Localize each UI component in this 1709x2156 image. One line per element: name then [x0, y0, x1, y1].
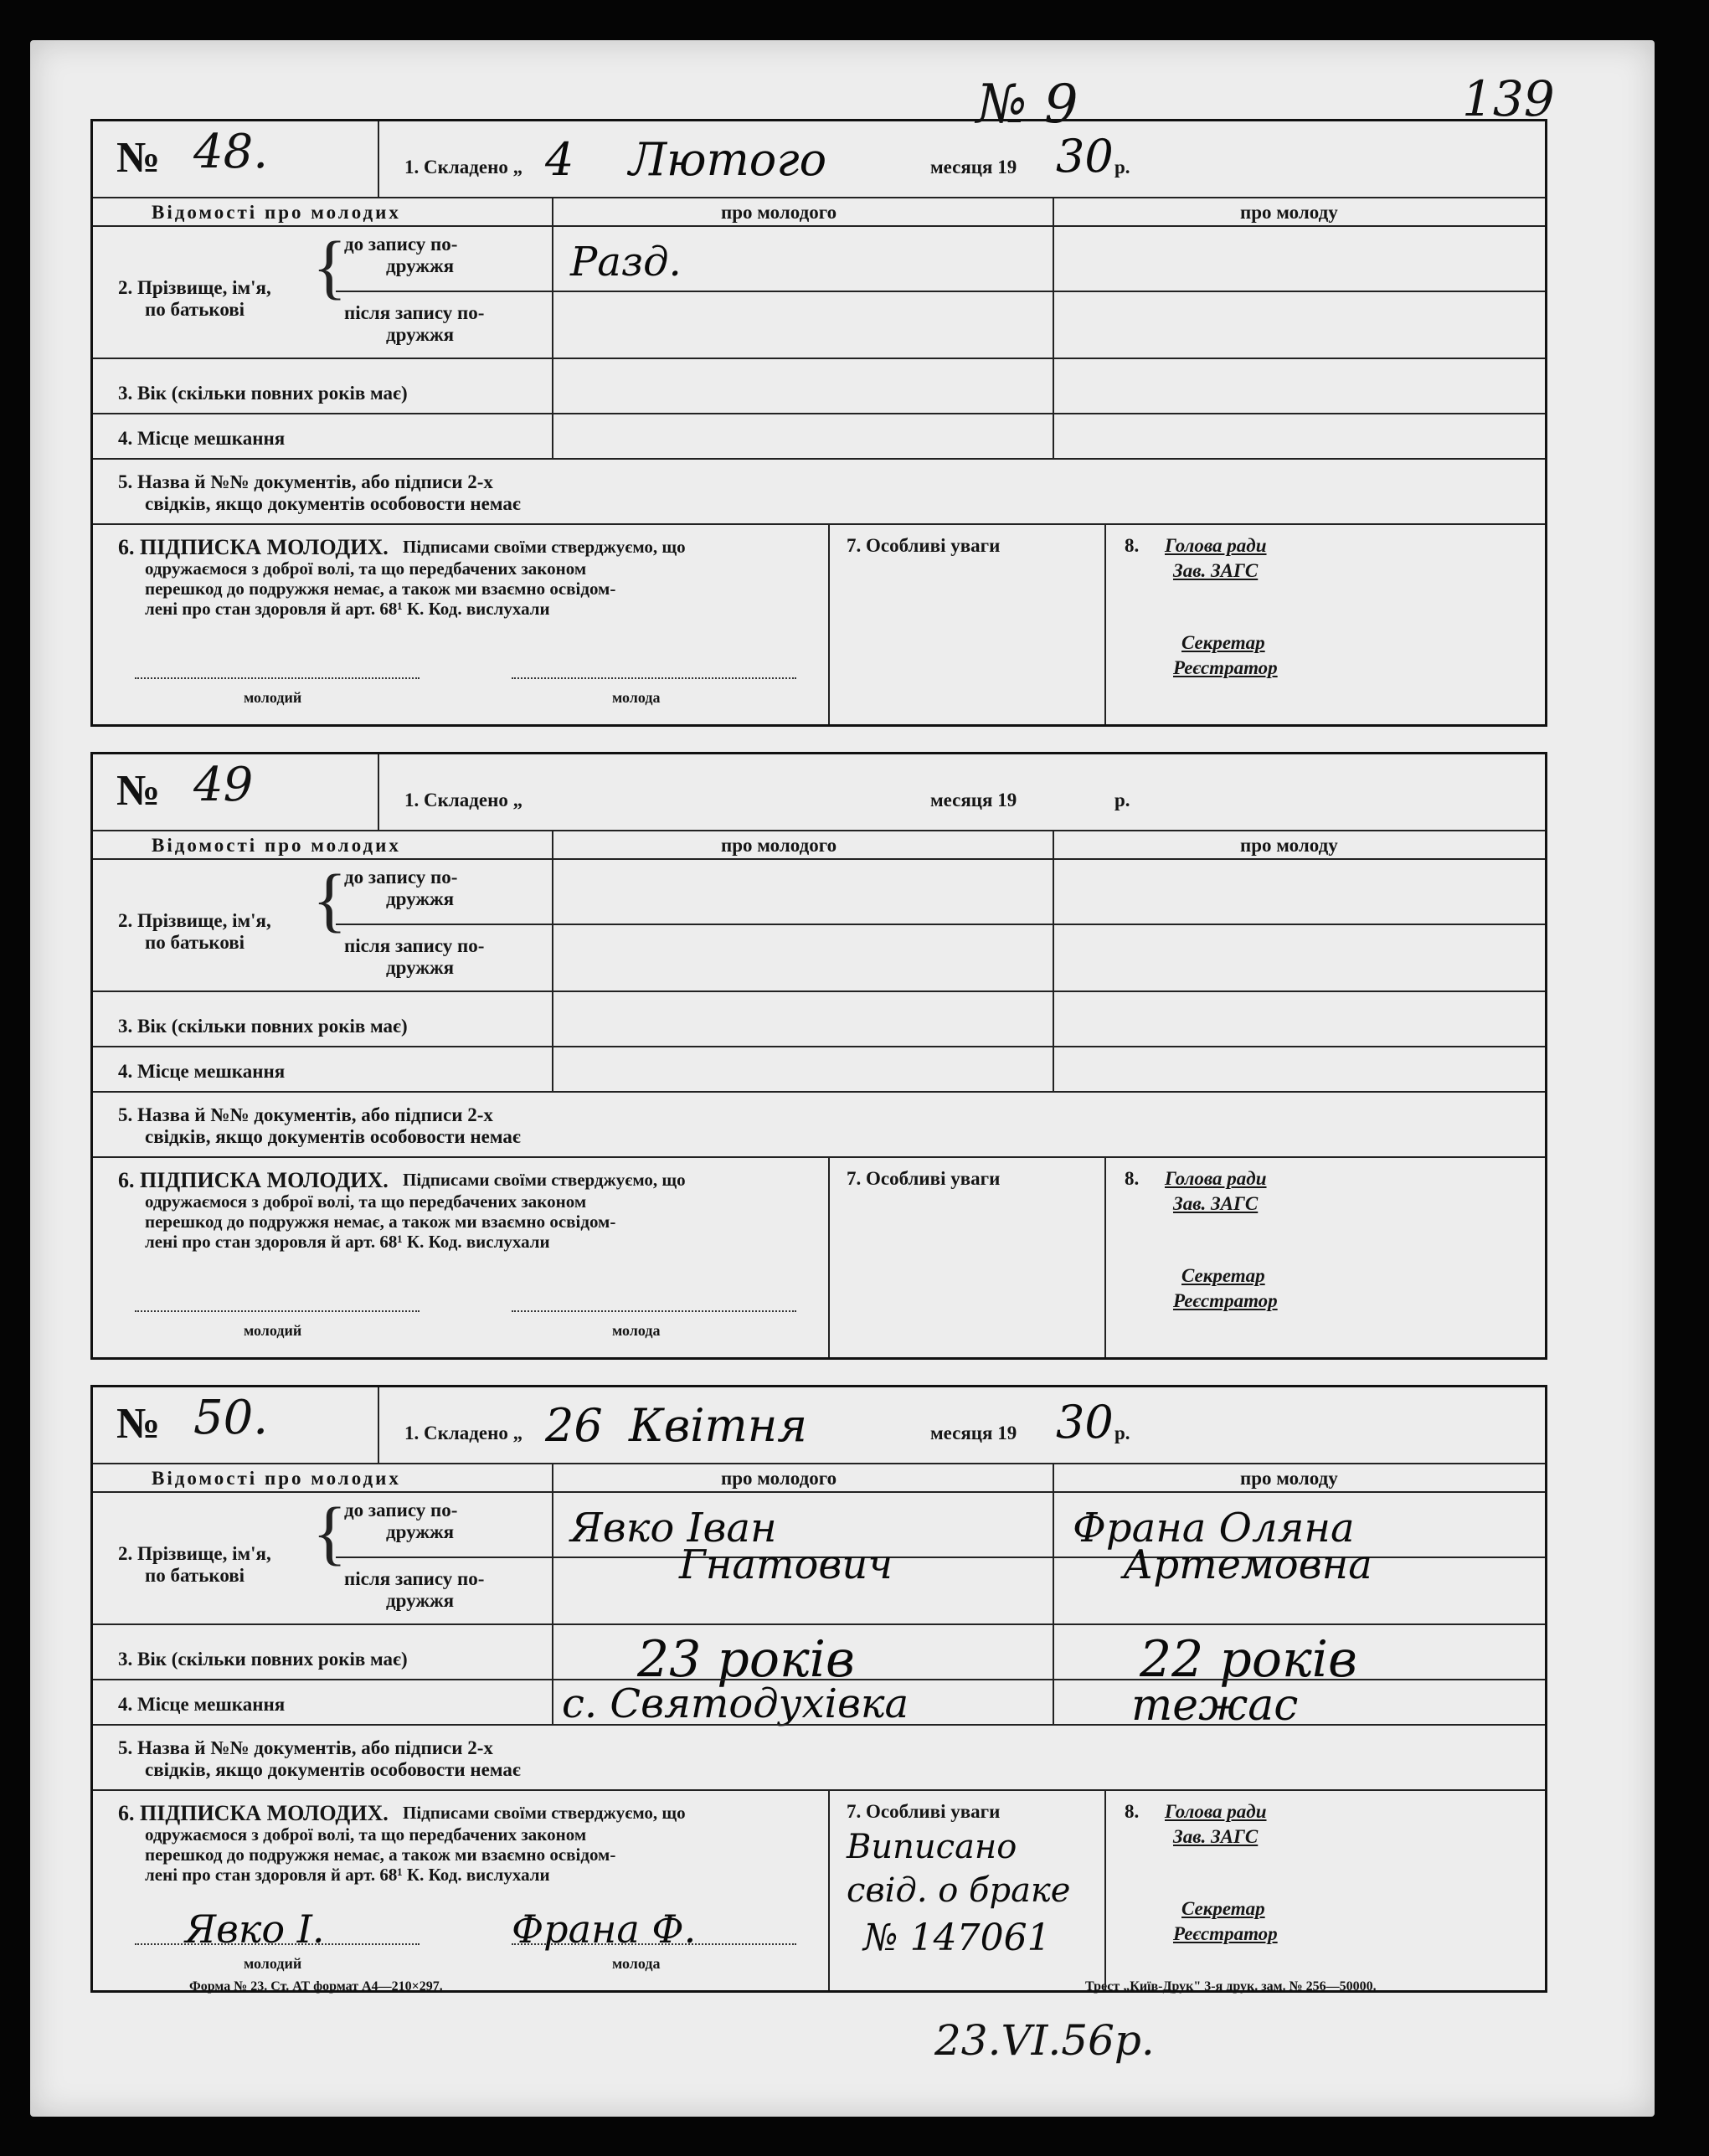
pledge-title: 6. ПІДПИСКА МОЛОДИХ.	[118, 535, 389, 559]
field2-label: 2. Прізвище, ім'я,	[118, 910, 271, 931]
record-number: 48.	[193, 125, 269, 179]
year-suffix: р.	[1114, 157, 1130, 178]
groom-sig-label: молодий	[244, 1955, 302, 1972]
pledge-line-4: лені про стан здоровля й арт. 68¹ К. Код. вислухали	[145, 1232, 550, 1252]
field2-label: 2. Прізвище, ім'я,	[118, 277, 271, 298]
info-header: Відомості про молодих	[152, 1468, 401, 1489]
composed-month: Лютого	[629, 133, 827, 186]
bride-signature: Франа Ф.	[512, 1906, 697, 1952]
composed-label: 1. Складено „	[404, 157, 523, 178]
bride-sig-label: молода	[612, 1955, 661, 1972]
groom-sig-label: молодий	[244, 1322, 302, 1339]
record-number: 50.	[193, 1391, 269, 1445]
composed-label: 1. Складено „	[404, 790, 523, 810]
documents-label: 5. Назва й №№ документів, або підписи 2-х	[118, 1104, 493, 1125]
bride-residence: тежас	[1131, 1680, 1299, 1731]
composed-day: 4	[545, 133, 574, 186]
pledge-line-2: одружаємося з доброї волі, та що передбачених законом	[145, 1824, 587, 1845]
before-label-b: дружжя	[386, 255, 455, 276]
head-label: Голова ради	[1165, 535, 1267, 556]
pledge-line-3: перешкод до подружжя немає, а також ми взаємно освідом-	[145, 1845, 616, 1865]
pledge-line-4: лені про стан здоровля й арт. 68¹ К. Код. вислухали	[145, 599, 550, 619]
footer-right: Трест „Київ-Друк" 3-я друк. зам. № 256—50000.	[1085, 1979, 1377, 1994]
field8-label: 8.	[1125, 1168, 1140, 1189]
head-label: Голова ради	[1165, 1801, 1267, 1822]
field2-label-b: по батькові	[145, 932, 245, 953]
marriage-record-49: № 49 1. Складено „ месяця 19 р. Відомості про молодих про молодого про молоду 2. Прізвище, ім'я, по батькові { до запису по- дружжя після запису по- дружжя 3. Вік (скільки повних років має) 4. Місце мешкання 5. Назва й №№ документів, або підписи 2-х свідків, якщо документів особовости немає 6. ПІДПИСКА МОЛОДИХ. Підписами своїми стверджуємо, що одружаємося з доброї волі, та що передбачених законом перешкод до подружжя немає, а також ми взаємно освідом- лені про стан здоровля й арт. 68¹ К. Код. вислухали молодий молода 7. Особливі уваги 8. Голова ради Зав. ЗАГС Секретар Реєстратор	[90, 752, 1547, 1360]
residence-label: 4. Місце мешкання	[118, 1694, 286, 1715]
field8-label: 8.	[1125, 535, 1140, 556]
notes-line-1: Виписано	[847, 1828, 1017, 1866]
secretary-label: Секретар	[1181, 1898, 1265, 1919]
bride-sig-label: молода	[612, 1322, 661, 1339]
bride-age: 22 років	[1140, 1630, 1357, 1689]
month-year-label: месяця 19	[930, 1423, 1017, 1443]
field2-label-b: по батькові	[145, 299, 245, 320]
secretary-label: Секретар	[1181, 1265, 1265, 1286]
notes-line-2: свід. о браке	[847, 1871, 1071, 1910]
bride-header: про молоду	[1240, 835, 1338, 856]
info-header: Відомості про молодих	[152, 202, 401, 223]
age-label: 3. Вік (скільки повних років має)	[118, 383, 408, 404]
footer-left: Форма № 23. Ст. АТ формат А4—210×297.	[189, 1979, 443, 1994]
groom-residence: с. Святодухівка	[562, 1680, 909, 1727]
after-label: після запису по-	[344, 935, 485, 956]
record-number-label: №	[116, 767, 161, 815]
age-label: 3. Вік (скільки повних років має)	[118, 1649, 408, 1670]
groom-before-name-2: Гнатович	[679, 1541, 893, 1588]
after-label-b: дружжя	[386, 957, 455, 978]
record-number-label: №	[116, 1400, 161, 1448]
pledge-line-3: перешкод до подружжя немає, а також ми взаємно освідом-	[145, 1212, 616, 1232]
residence-label: 4. Місце мешкання	[118, 1061, 286, 1082]
zags-label: Зав. ЗАГС	[1173, 1826, 1259, 1847]
groom-before-name: Явко Іван	[570, 1505, 777, 1551]
zags-label: Зав. ЗАГС	[1173, 560, 1259, 581]
pledge-line-2: одружаємося з доброї волі, та що передбачених законом	[145, 1191, 587, 1212]
bride-header: про молоду	[1240, 1468, 1338, 1489]
pledge-line-4: лені про стан здоровля й арт. 68¹ К. Код. вислухали	[145, 1865, 550, 1885]
before-label: до запису по-	[344, 1500, 458, 1521]
month-year-label: месяця 19	[930, 790, 1017, 810]
secretary-label: Секретар	[1181, 632, 1265, 653]
notes-line-3: № 147061	[863, 1917, 1051, 1959]
pledge-title: 6. ПІДПИСКА МОЛОДИХ.	[118, 1168, 389, 1192]
after-label: після запису по-	[344, 302, 485, 323]
pledge-line-1: Підписами своїми стверджуємо, що	[403, 537, 686, 557]
groom-header: про молодого	[721, 1468, 837, 1489]
groom-header: про молодого	[721, 835, 837, 856]
registrar-label: Реєстратор	[1173, 657, 1278, 678]
record-number: 49	[193, 758, 254, 812]
composed-year: 30	[1056, 130, 1114, 183]
groom-header: про молодого	[721, 202, 837, 223]
pledge-line-1: Підписами своїми стверджуємо, що	[403, 1803, 686, 1823]
notes-label: 7. Особливі уваги	[847, 1801, 1001, 1822]
residence-label: 4. Місце мешкання	[118, 428, 286, 449]
groom-age: 23 років	[637, 1630, 855, 1689]
documents-label-b: свідків, якщо документів особовости немає	[145, 1759, 521, 1780]
composed-day: 26	[545, 1399, 603, 1452]
after-label: після запису по-	[344, 1568, 485, 1589]
bride-sig-label: молода	[612, 689, 661, 706]
before-label-b: дружжя	[386, 888, 455, 909]
documents-label-b: свідків, якщо документів особовости немає	[145, 1126, 521, 1147]
marriage-record-50: № 50. 1. Складено „ 26 Квітня месяця 19 30 р. Відомості про молодих про молодого про молоду 2. Прізвище, ім'я, по батькові { до запису по- дружжя після запису по- дружжя Явко Іван Гнатович Франа Оляна Артемовна 3. Вік (скільки повних років має) 23 років 22 років 4. Місце мешкання с. Святодухівка тежас 5. Назва й №№ документів, або підписи 2-х свідків, якщо документів особовости немає 6. ПІДПИСКА МОЛОДИХ. Підписами своїми стверджуємо, що одружаємося з доброї волі, та що передбачених законом перешкод до подружжя немає, а також ми взаємно освідом- лені про стан здоровля й арт. 68¹ К. Код. вислухали Явко І. Франа Ф. молодий молода 7. Особливі уваги Виписано свід. о браке № 147061 8. Голова ради Зав. ЗАГС Секретар Реєстратор	[90, 1385, 1547, 1993]
month-year-label: месяця 19	[930, 157, 1017, 178]
groom-sig-label: молодий	[244, 689, 302, 706]
before-label: до запису по-	[344, 867, 458, 888]
pledge-line-2: одружаємося з доброї волі, та що передбачених законом	[145, 558, 587, 579]
head-label: Голова ради	[1165, 1168, 1267, 1189]
after-label-b: дружжя	[386, 1590, 455, 1611]
age-label: 3. Вік (скільки повних років має)	[118, 1016, 408, 1037]
documents-label-b: свідків, якщо документів особовости немає	[145, 493, 521, 514]
year-suffix: р.	[1114, 1423, 1130, 1443]
composed-year: 30	[1056, 1396, 1114, 1448]
composed-label: 1. Складено „	[404, 1423, 523, 1443]
composed-month: Квітня	[629, 1399, 808, 1452]
after-label-b: дружжя	[386, 324, 455, 345]
groom-before-name: Разд.	[570, 239, 682, 286]
field2-label-b: по батькові	[145, 1565, 245, 1586]
bottom-handwritten-date: 23.VI.56р.	[934, 2016, 1155, 2065]
notes-label: 7. Особливі уваги	[847, 1168, 1001, 1189]
before-label-b: дружжя	[386, 1521, 455, 1542]
zags-label: Зав. ЗАГС	[1173, 1193, 1259, 1214]
marriage-record-48: № 48. 1. Складено „ 4 Лютого месяця 19 30 р. Відомості про молодих про молодого про молоду 2. Прізвище, ім'я, по батькові { до запису по- дружжя після запису по- дружжя Разд. 3. Вік (скільки повних років має) 4. Місце мешкання 5. Назва й №№ документів, або підписи 2-х свідків, якщо документів особовости немає 6. ПІДПИСКА МОЛОДИХ. Підписами своїми стверджуємо, що одружаємося з доброї волі, та що передбачених законом перешкод до подружжя немає, а також ми взаємно освідом- лені про стан здоровля й арт. 68¹ К. Код. вислухали молодий молода 7. Особливі уваги 8. Голова ради Зав. ЗАГС Секретар Реєстратор	[90, 119, 1547, 727]
before-label: до запису по-	[344, 234, 458, 255]
field2-label: 2. Прізвище, ім'я,	[118, 1543, 271, 1564]
top-center-mark: № 9	[976, 74, 1078, 136]
groom-signature: Явко І.	[185, 1906, 325, 1952]
documents-label: 5. Назва й №№ документів, або підписи 2-х	[118, 471, 493, 492]
bride-before-name: Франа Оляна	[1073, 1505, 1355, 1551]
bride-before-name-2: Артемовна	[1123, 1541, 1372, 1588]
field8-label: 8.	[1125, 1801, 1140, 1822]
pledge-title: 6. ПІДПИСКА МОЛОДИХ.	[118, 1801, 389, 1825]
bride-header: про молоду	[1240, 202, 1338, 223]
pledge-line-3: перешкод до подружжя немає, а також ми взаємно освідом-	[145, 579, 616, 599]
year-suffix: р.	[1114, 790, 1130, 810]
documents-label: 5. Назва й №№ документів, або підписи 2-х	[118, 1737, 493, 1758]
record-number-label: №	[116, 134, 161, 182]
top-right-mark: 139	[1462, 70, 1555, 127]
notes-label: 7. Особливі уваги	[847, 535, 1001, 556]
pledge-line-1: Підписами своїми стверджуємо, що	[403, 1170, 686, 1190]
registrar-label: Реєстратор	[1173, 1923, 1278, 1944]
registrar-label: Реєстратор	[1173, 1290, 1278, 1311]
info-header: Відомості про молодих	[152, 835, 401, 856]
